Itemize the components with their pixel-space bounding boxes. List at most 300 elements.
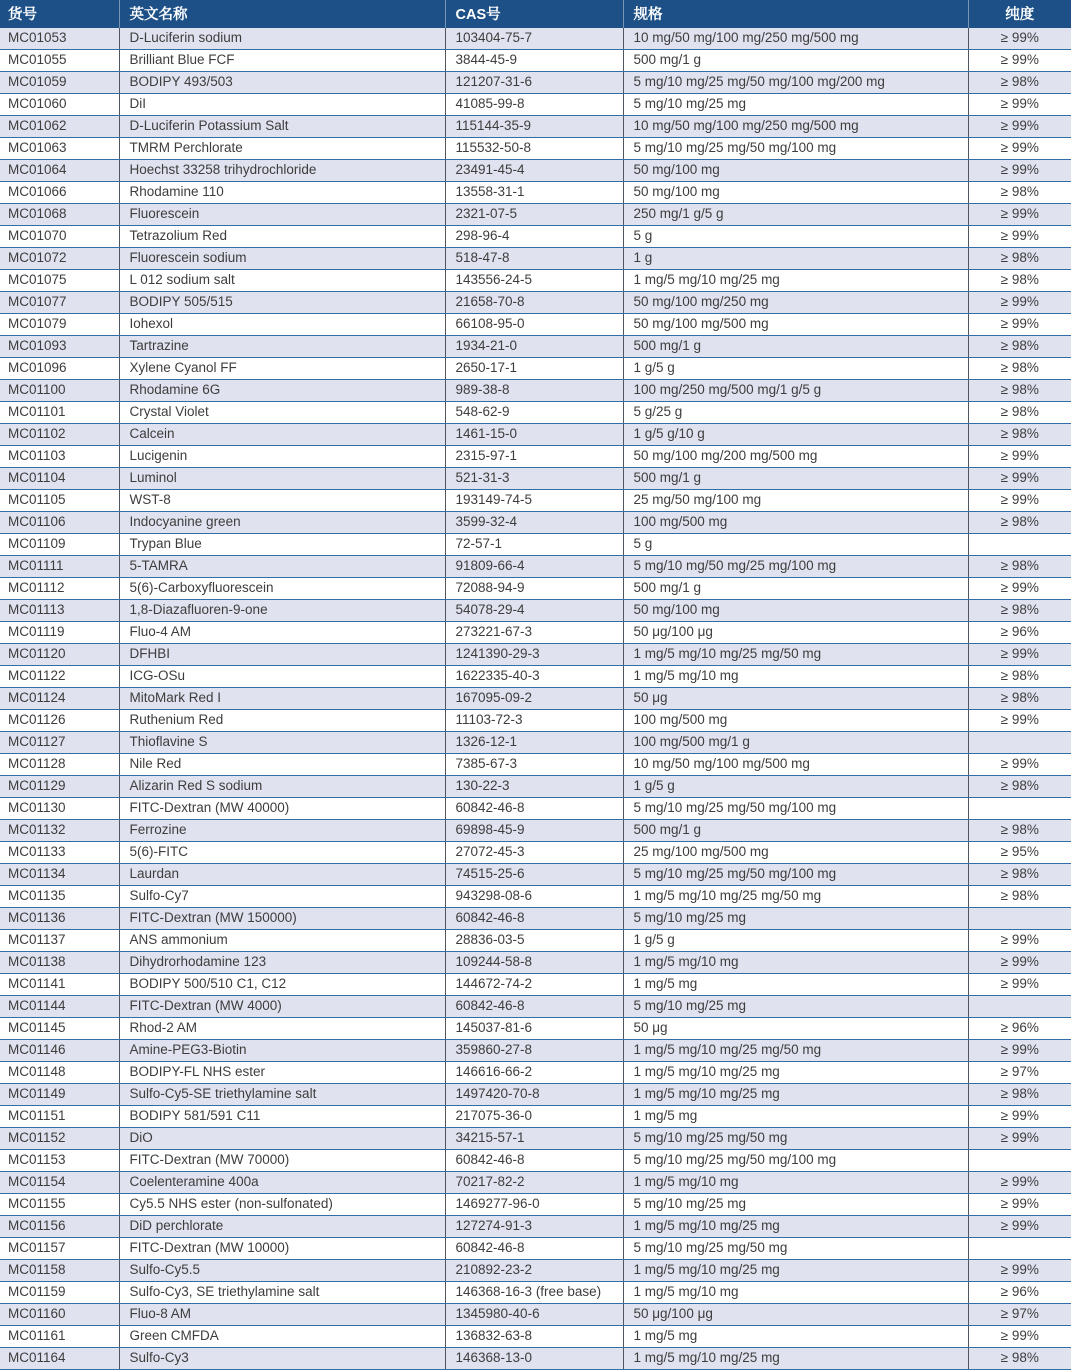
purity-cell: ≥ 98% bbox=[968, 864, 1071, 886]
cas-number-cell: 1622335-40-3 bbox=[445, 666, 623, 688]
cas-number-cell: 146616-66-2 bbox=[445, 1062, 623, 1084]
cas-number-cell: 115532-50-8 bbox=[445, 138, 623, 160]
cas-number-cell: 60842-46-8 bbox=[445, 996, 623, 1018]
cas-number-cell: 54078-29-4 bbox=[445, 600, 623, 622]
table-row bbox=[0, 182, 1071, 204]
catalog-number-cell: MC01158 bbox=[0, 1260, 119, 1282]
specification-cell: 10 mg/50 mg/100 mg/250 mg/500 mg bbox=[623, 28, 968, 50]
catalog-number-cell: MC01062 bbox=[0, 116, 119, 138]
purity-cell: ≥ 99% bbox=[968, 930, 1071, 952]
catalog-number-cell: MC01063 bbox=[0, 138, 119, 160]
col-header-cas-number: CAS号 bbox=[445, 0, 623, 28]
table-row bbox=[0, 644, 1071, 666]
product-name-cell: Amine-PEG3-Biotin bbox=[119, 1040, 445, 1062]
specification-cell: 1 g/5 g bbox=[623, 358, 968, 380]
catalog-number-cell: MC01159 bbox=[0, 1282, 119, 1304]
product-name-cell: Xylene Cyanol FF bbox=[119, 358, 445, 380]
catalog-number-cell: MC01105 bbox=[0, 490, 119, 512]
catalog-number-cell: MC01148 bbox=[0, 1062, 119, 1084]
specification-cell: 1 mg/5 mg/10 mg/25 mg bbox=[623, 1348, 968, 1370]
catalog-number-cell: MC01127 bbox=[0, 732, 119, 754]
catalog-number-cell: MC01101 bbox=[0, 402, 119, 424]
purity-cell: ≥ 98% bbox=[968, 886, 1071, 908]
cas-number-cell: 72088-94-9 bbox=[445, 578, 623, 600]
product-name-cell: 5-TAMRA bbox=[119, 556, 445, 578]
purity-cell: ≥ 99% bbox=[968, 446, 1071, 468]
table-row bbox=[0, 292, 1071, 314]
specification-cell: 5 mg/10 mg/50 mg/25 mg/100 mg bbox=[623, 556, 968, 578]
product-name-cell: BODIPY 581/591 C11 bbox=[119, 1106, 445, 1128]
cas-number-cell: 23491-45-4 bbox=[445, 160, 623, 182]
product-name-cell: Laurdan bbox=[119, 864, 445, 886]
specification-cell: 10 mg/50 mg/100 mg/250 mg/500 mg bbox=[623, 116, 968, 138]
catalog-number-cell: MC01077 bbox=[0, 292, 119, 314]
catalog-number-cell: MC01100 bbox=[0, 380, 119, 402]
catalog-number-cell: MC01055 bbox=[0, 50, 119, 72]
product-name-cell: Iohexol bbox=[119, 314, 445, 336]
purity-cell: ≥ 98% bbox=[968, 358, 1071, 380]
product-name-cell: Sulfo-Cy5.5 bbox=[119, 1260, 445, 1282]
cas-number-cell: 21658-70-8 bbox=[445, 292, 623, 314]
purity-cell: ≥ 99% bbox=[968, 160, 1071, 182]
table-row bbox=[0, 424, 1071, 446]
specification-cell: 1 mg/5 mg/10 mg bbox=[623, 1172, 968, 1194]
product-name-cell: 5(6)-FITC bbox=[119, 842, 445, 864]
specification-cell: 50 mg/100 mg bbox=[623, 182, 968, 204]
product-name-cell: Ruthenium Red bbox=[119, 710, 445, 732]
table-row bbox=[0, 402, 1071, 424]
specification-cell: 50 mg/100 mg/200 mg/500 mg bbox=[623, 446, 968, 468]
product-name-cell: Fluorescein bbox=[119, 204, 445, 226]
purity-cell: ≥ 99% bbox=[968, 490, 1071, 512]
catalog-number-cell: MC01156 bbox=[0, 1216, 119, 1238]
purity-cell: ≥ 99% bbox=[968, 1326, 1071, 1348]
table-row bbox=[0, 600, 1071, 622]
table-row bbox=[0, 50, 1071, 72]
table-row bbox=[0, 578, 1071, 600]
purity-cell: ≥ 99% bbox=[968, 204, 1071, 226]
purity-cell: ≥ 99% bbox=[968, 138, 1071, 160]
table-row bbox=[0, 94, 1071, 116]
table-row bbox=[0, 380, 1071, 402]
purity-cell: ≥ 99% bbox=[968, 1260, 1071, 1282]
catalog-number-cell: MC01066 bbox=[0, 182, 119, 204]
catalog-number-cell: MC01144 bbox=[0, 996, 119, 1018]
product-name-cell: Trypan Blue bbox=[119, 534, 445, 556]
specification-cell: 50 μg/100 μg bbox=[623, 622, 968, 644]
cas-number-cell: 989-38-8 bbox=[445, 380, 623, 402]
table-row bbox=[0, 974, 1071, 996]
product-name-cell: FITC-Dextran (MW 4000) bbox=[119, 996, 445, 1018]
table-row bbox=[0, 1348, 1071, 1370]
table-row bbox=[0, 314, 1071, 336]
catalog-number-cell: MC01135 bbox=[0, 886, 119, 908]
catalog-number-cell: MC01160 bbox=[0, 1304, 119, 1326]
table-row bbox=[0, 160, 1071, 182]
catalog-number-cell: MC01122 bbox=[0, 666, 119, 688]
specification-cell: 100 mg/500 mg bbox=[623, 512, 968, 534]
col-header-specification: 规格 bbox=[623, 0, 968, 28]
specification-cell: 5 mg/10 mg/25 mg/50 mg/100 mg bbox=[623, 864, 968, 886]
specification-cell: 5 mg/10 mg/25 mg/50 mg/100 mg bbox=[623, 138, 968, 160]
cas-number-cell: 143556-24-5 bbox=[445, 270, 623, 292]
cas-number-cell: 144672-74-2 bbox=[445, 974, 623, 996]
purity-cell: ≥ 98% bbox=[968, 600, 1071, 622]
product-name-cell: ICG-OSu bbox=[119, 666, 445, 688]
product-name-cell: Fluo-4 AM bbox=[119, 622, 445, 644]
product-name-cell: Crystal Violet bbox=[119, 402, 445, 424]
table-row bbox=[0, 908, 1071, 930]
purity-cell: ≥ 98% bbox=[968, 380, 1071, 402]
product-name-cell: Calcein bbox=[119, 424, 445, 446]
product-name-cell: Rhodamine 110 bbox=[119, 182, 445, 204]
product-name-cell: DiD perchlorate bbox=[119, 1216, 445, 1238]
catalog-number-cell: MC01112 bbox=[0, 578, 119, 600]
specification-cell: 5 g bbox=[623, 534, 968, 556]
purity-cell: ≥ 98% bbox=[968, 248, 1071, 270]
table-row bbox=[0, 1172, 1071, 1194]
specification-cell: 500 mg/1 g bbox=[623, 50, 968, 72]
table-row bbox=[0, 1216, 1071, 1238]
product-name-cell: FITC-Dextran (MW 150000) bbox=[119, 908, 445, 930]
purity-cell: ≥ 99% bbox=[968, 226, 1071, 248]
purity-cell bbox=[968, 1150, 1071, 1172]
purity-cell bbox=[968, 732, 1071, 754]
cas-number-cell: 109244-58-8 bbox=[445, 952, 623, 974]
specification-cell: 5 mg/10 mg/25 mg/50 mg/100 mg bbox=[623, 1150, 968, 1172]
table-row bbox=[0, 204, 1071, 226]
table-row bbox=[0, 996, 1071, 1018]
product-name-cell: BODIPY 500/510 C1, C12 bbox=[119, 974, 445, 996]
product-name-cell: TMRM Perchlorate bbox=[119, 138, 445, 160]
product-name-cell: Fluorescein sodium bbox=[119, 248, 445, 270]
product-name-cell: D-Luciferin sodium bbox=[119, 28, 445, 50]
specification-cell: 500 mg/1 g bbox=[623, 820, 968, 842]
specification-cell: 25 mg/50 mg/100 mg bbox=[623, 490, 968, 512]
product-name-cell: Sulfo-Cy7 bbox=[119, 886, 445, 908]
catalog-number-cell: MC01157 bbox=[0, 1238, 119, 1260]
specification-cell: 500 mg/1 g bbox=[623, 336, 968, 358]
product-name-cell: Coelenteramine 400a bbox=[119, 1172, 445, 1194]
cas-number-cell: 2650-17-1 bbox=[445, 358, 623, 380]
cas-number-cell: 1345980-40-6 bbox=[445, 1304, 623, 1326]
col-header-purity: 纯度 bbox=[968, 0, 1071, 28]
catalog-number-cell: MC01113 bbox=[0, 600, 119, 622]
cas-number-cell: 28836-03-5 bbox=[445, 930, 623, 952]
cas-number-cell: 1461-15-0 bbox=[445, 424, 623, 446]
purity-cell: ≥ 98% bbox=[968, 424, 1071, 446]
purity-cell: ≥ 98% bbox=[968, 688, 1071, 710]
catalog-number-cell: MC01138 bbox=[0, 952, 119, 974]
purity-cell: ≥ 98% bbox=[968, 270, 1071, 292]
cas-number-cell: 60842-46-8 bbox=[445, 908, 623, 930]
catalog-number-cell: MC01136 bbox=[0, 908, 119, 930]
cas-number-cell: 146368-16-3 (free base) bbox=[445, 1282, 623, 1304]
specification-cell: 5 mg/10 mg/25 mg/50 mg/100 mg/200 mg bbox=[623, 72, 968, 94]
catalog-number-cell: MC01146 bbox=[0, 1040, 119, 1062]
table-row bbox=[0, 886, 1071, 908]
catalog-number-cell: MC01106 bbox=[0, 512, 119, 534]
catalog-number-cell: MC01161 bbox=[0, 1326, 119, 1348]
product-name-cell: FITC-Dextran (MW 40000) bbox=[119, 798, 445, 820]
purity-cell: ≥ 98% bbox=[968, 666, 1071, 688]
specification-cell: 1 g/5 g bbox=[623, 930, 968, 952]
specification-cell: 100 mg/500 mg/1 g bbox=[623, 732, 968, 754]
specification-cell: 250 mg/1 g/5 g bbox=[623, 204, 968, 226]
cas-number-cell: 103404-75-7 bbox=[445, 28, 623, 50]
purity-cell: ≥ 96% bbox=[968, 1018, 1071, 1040]
product-name-cell: BODIPY-FL NHS ester bbox=[119, 1062, 445, 1084]
purity-cell: ≥ 99% bbox=[968, 1194, 1071, 1216]
table-row bbox=[0, 28, 1071, 50]
table-row bbox=[0, 1326, 1071, 1348]
cas-number-cell: 70217-82-2 bbox=[445, 1172, 623, 1194]
catalog-number-cell: MC01093 bbox=[0, 336, 119, 358]
specification-cell: 1 g/5 g bbox=[623, 776, 968, 798]
specification-cell: 1 mg/5 mg/10 mg bbox=[623, 666, 968, 688]
product-name-cell: D-Luciferin Potassium Salt bbox=[119, 116, 445, 138]
specification-cell: 50 mg/100 mg bbox=[623, 600, 968, 622]
cas-number-cell: 74515-25-6 bbox=[445, 864, 623, 886]
specification-cell: 100 mg/250 mg/500 mg/1 g/5 g bbox=[623, 380, 968, 402]
specification-cell: 1 mg/5 mg/10 mg/25 mg bbox=[623, 270, 968, 292]
purity-cell: ≥ 97% bbox=[968, 1062, 1071, 1084]
table-row bbox=[0, 666, 1071, 688]
product-name-cell: Brilliant Blue FCF bbox=[119, 50, 445, 72]
table-row bbox=[0, 270, 1071, 292]
catalog-number-cell: MC01079 bbox=[0, 314, 119, 336]
specification-cell: 1 g/5 g/10 g bbox=[623, 424, 968, 446]
catalog-number-cell: MC01096 bbox=[0, 358, 119, 380]
product-name-cell: Tetrazolium Red bbox=[119, 226, 445, 248]
purity-cell: ≥ 99% bbox=[968, 28, 1071, 50]
cas-number-cell: 91809-66-4 bbox=[445, 556, 623, 578]
cas-number-cell: 273221-67-3 bbox=[445, 622, 623, 644]
specification-cell: 5 mg/10 mg/25 mg bbox=[623, 908, 968, 930]
table-row bbox=[0, 468, 1071, 490]
col-header-catalog-number: 货号 bbox=[0, 0, 119, 28]
catalog-number-cell: MC01133 bbox=[0, 842, 119, 864]
cas-number-cell: 7385-67-3 bbox=[445, 754, 623, 776]
specification-cell: 1 mg/5 mg bbox=[623, 1326, 968, 1348]
product-name-cell: Green CMFDA bbox=[119, 1326, 445, 1348]
cas-number-cell: 145037-81-6 bbox=[445, 1018, 623, 1040]
purity-cell: ≥ 99% bbox=[968, 974, 1071, 996]
cas-number-cell: 193149-74-5 bbox=[445, 490, 623, 512]
specification-cell: 50 μg bbox=[623, 688, 968, 710]
cas-number-cell: 217075-36-0 bbox=[445, 1106, 623, 1128]
cas-number-cell: 3844-45-9 bbox=[445, 50, 623, 72]
purity-cell: ≥ 99% bbox=[968, 94, 1071, 116]
product-name-cell: ANS ammonium bbox=[119, 930, 445, 952]
product-name-cell: Luminol bbox=[119, 468, 445, 490]
cas-number-cell: 210892-23-2 bbox=[445, 1260, 623, 1282]
cas-number-cell: 121207-31-6 bbox=[445, 72, 623, 94]
purity-cell: ≥ 99% bbox=[968, 116, 1071, 138]
purity-cell: ≥ 96% bbox=[968, 1282, 1071, 1304]
purity-cell: ≥ 99% bbox=[968, 1106, 1071, 1128]
cas-number-cell: 127274-91-3 bbox=[445, 1216, 623, 1238]
table-row bbox=[0, 534, 1071, 556]
specification-cell: 5 mg/10 mg/25 mg bbox=[623, 94, 968, 116]
catalog-number-cell: MC01064 bbox=[0, 160, 119, 182]
product-name-cell: Hoechst 33258 trihydrochloride bbox=[119, 160, 445, 182]
catalog-number-cell: MC01130 bbox=[0, 798, 119, 820]
table-row bbox=[0, 732, 1071, 754]
table-row bbox=[0, 490, 1071, 512]
specification-cell: 1 mg/5 mg bbox=[623, 1106, 968, 1128]
purity-cell: ≥ 99% bbox=[968, 952, 1071, 974]
product-name-cell: Rhodamine 6G bbox=[119, 380, 445, 402]
purity-cell bbox=[968, 908, 1071, 930]
specification-cell: 50 mg/100 mg/250 mg bbox=[623, 292, 968, 314]
catalog-number-cell: MC01103 bbox=[0, 446, 119, 468]
catalog-number-cell: MC01153 bbox=[0, 1150, 119, 1172]
cas-number-cell: 1469277-96-0 bbox=[445, 1194, 623, 1216]
table-row bbox=[0, 1194, 1071, 1216]
cas-number-cell: 115144-35-9 bbox=[445, 116, 623, 138]
purity-cell: ≥ 98% bbox=[968, 182, 1071, 204]
table-row bbox=[0, 336, 1071, 358]
catalog-number-cell: MC01059 bbox=[0, 72, 119, 94]
catalog-number-cell: MC01104 bbox=[0, 468, 119, 490]
catalog-number-cell: MC01070 bbox=[0, 226, 119, 248]
product-name-cell: Sulfo-Cy3, SE triethylamine salt bbox=[119, 1282, 445, 1304]
cas-number-cell: 13558-31-1 bbox=[445, 182, 623, 204]
specification-cell: 10 mg/50 mg/100 mg/500 mg bbox=[623, 754, 968, 776]
purity-cell: ≥ 99% bbox=[968, 1216, 1071, 1238]
specification-cell: 5 mg/10 mg/25 mg/50 mg bbox=[623, 1128, 968, 1150]
specification-cell: 5 g bbox=[623, 226, 968, 248]
catalog-number-cell: MC01128 bbox=[0, 754, 119, 776]
cas-number-cell: 359860-27-8 bbox=[445, 1040, 623, 1062]
table-row bbox=[0, 512, 1071, 534]
table-header bbox=[0, 0, 1071, 28]
table-row bbox=[0, 1282, 1071, 1304]
cas-number-cell: 27072-45-3 bbox=[445, 842, 623, 864]
product-name-cell: Ferrozine bbox=[119, 820, 445, 842]
table-row bbox=[0, 116, 1071, 138]
product-name-cell: Dihydrorhodamine 123 bbox=[119, 952, 445, 974]
catalog-number-cell: MC01072 bbox=[0, 248, 119, 270]
table-row bbox=[0, 1018, 1071, 1040]
purity-cell: ≥ 98% bbox=[968, 820, 1071, 842]
product-name-cell: BODIPY 493/503 bbox=[119, 72, 445, 94]
purity-cell: ≥ 98% bbox=[968, 1348, 1071, 1370]
catalog-number-cell: MC01060 bbox=[0, 94, 119, 116]
purity-cell: ≥ 98% bbox=[968, 776, 1071, 798]
product-name-cell: Fluo-8 AM bbox=[119, 1304, 445, 1326]
cas-number-cell: 66108-95-0 bbox=[445, 314, 623, 336]
product-name-cell: FITC-Dextran (MW 10000) bbox=[119, 1238, 445, 1260]
cas-number-cell: 167095-09-2 bbox=[445, 688, 623, 710]
specification-cell: 1 mg/5 mg/10 mg/25 mg/50 mg bbox=[623, 886, 968, 908]
product-name-cell: MitoMark Red I bbox=[119, 688, 445, 710]
product-name-cell: Lucigenin bbox=[119, 446, 445, 468]
table-row bbox=[0, 226, 1071, 248]
purity-cell: ≥ 98% bbox=[968, 1084, 1071, 1106]
purity-cell: ≥ 98% bbox=[968, 402, 1071, 424]
purity-cell: ≥ 99% bbox=[968, 754, 1071, 776]
specification-cell: 1 mg/5 mg/10 mg/25 mg bbox=[623, 1216, 968, 1238]
catalog-number-cell: MC01134 bbox=[0, 864, 119, 886]
specification-cell: 1 mg/5 mg/10 mg/25 mg bbox=[623, 1260, 968, 1282]
catalog-number-cell: MC01152 bbox=[0, 1128, 119, 1150]
cas-number-cell: 1326-12-1 bbox=[445, 732, 623, 754]
catalog-number-cell: MC01126 bbox=[0, 710, 119, 732]
product-name-cell: Indocyanine green bbox=[119, 512, 445, 534]
catalog-number-cell: MC01149 bbox=[0, 1084, 119, 1106]
specification-cell: 1 mg/5 mg/10 mg/25 mg bbox=[623, 1062, 968, 1084]
cas-number-cell: 60842-46-8 bbox=[445, 1238, 623, 1260]
specification-cell: 1 mg/5 mg/10 mg/25 mg/50 mg bbox=[623, 1040, 968, 1062]
catalog-number-cell: MC01141 bbox=[0, 974, 119, 996]
cas-number-cell: 2315-97-1 bbox=[445, 446, 623, 468]
specification-cell: 50 mg/100 mg/500 mg bbox=[623, 314, 968, 336]
cas-number-cell: 521-31-3 bbox=[445, 468, 623, 490]
product-name-cell: L 012 sodium salt bbox=[119, 270, 445, 292]
purity-cell: ≥ 99% bbox=[968, 50, 1071, 72]
table-row bbox=[0, 1040, 1071, 1062]
col-header-english-name: 英文名称 bbox=[119, 0, 445, 28]
cas-number-cell: 943298-08-6 bbox=[445, 886, 623, 908]
catalog-number-cell: MC01109 bbox=[0, 534, 119, 556]
cas-number-cell: 548-62-9 bbox=[445, 402, 623, 424]
purity-cell: ≥ 95% bbox=[968, 842, 1071, 864]
cas-number-cell: 298-96-4 bbox=[445, 226, 623, 248]
catalog-number-cell: MC01124 bbox=[0, 688, 119, 710]
catalog-number-cell: MC01119 bbox=[0, 622, 119, 644]
table-row bbox=[0, 1084, 1071, 1106]
specification-cell: 1 mg/5 mg/10 mg/25 mg/50 mg bbox=[623, 644, 968, 666]
table-row bbox=[0, 820, 1071, 842]
table-row bbox=[0, 864, 1071, 886]
purity-cell: ≥ 98% bbox=[968, 336, 1071, 358]
purity-cell: ≥ 99% bbox=[968, 710, 1071, 732]
table-row bbox=[0, 138, 1071, 160]
table-row bbox=[0, 1304, 1071, 1326]
specification-cell: 100 mg/500 mg bbox=[623, 710, 968, 732]
specification-cell: 5 mg/10 mg/25 mg/50 mg/100 mg bbox=[623, 798, 968, 820]
table-row bbox=[0, 1150, 1071, 1172]
purity-cell: ≥ 99% bbox=[968, 292, 1071, 314]
product-name-cell: DiO bbox=[119, 1128, 445, 1150]
specification-cell: 5 mg/10 mg/25 mg bbox=[623, 996, 968, 1018]
purity-cell: ≥ 98% bbox=[968, 512, 1071, 534]
catalog-number-cell: MC01145 bbox=[0, 1018, 119, 1040]
purity-cell bbox=[968, 534, 1071, 556]
specification-cell: 50 μg bbox=[623, 1018, 968, 1040]
cas-number-cell: 136832-63-8 bbox=[445, 1326, 623, 1348]
specification-cell: 50 mg/100 mg bbox=[623, 160, 968, 182]
specification-cell: 1 mg/5 mg bbox=[623, 974, 968, 996]
cas-number-cell: 146368-13-0 bbox=[445, 1348, 623, 1370]
purity-cell: ≥ 99% bbox=[968, 314, 1071, 336]
catalog-number-cell: MC01075 bbox=[0, 270, 119, 292]
product-name-cell: Rhod-2 AM bbox=[119, 1018, 445, 1040]
cas-number-cell: 72-57-1 bbox=[445, 534, 623, 556]
product-name-cell: WST-8 bbox=[119, 490, 445, 512]
product-name-cell: Cy5.5 NHS ester (non-sulfonated) bbox=[119, 1194, 445, 1216]
cas-number-cell: 2321-07-5 bbox=[445, 204, 623, 226]
catalog-number-cell: MC01102 bbox=[0, 424, 119, 446]
specification-cell: 25 mg/100 mg/500 mg bbox=[623, 842, 968, 864]
cas-number-cell: 60842-46-8 bbox=[445, 1150, 623, 1172]
product-name-cell: 1,8-Diazafluoren-9-one bbox=[119, 600, 445, 622]
product-name-cell: BODIPY 505/515 bbox=[119, 292, 445, 314]
catalog-number-cell: MC01111 bbox=[0, 556, 119, 578]
catalog-number-cell: MC01129 bbox=[0, 776, 119, 798]
